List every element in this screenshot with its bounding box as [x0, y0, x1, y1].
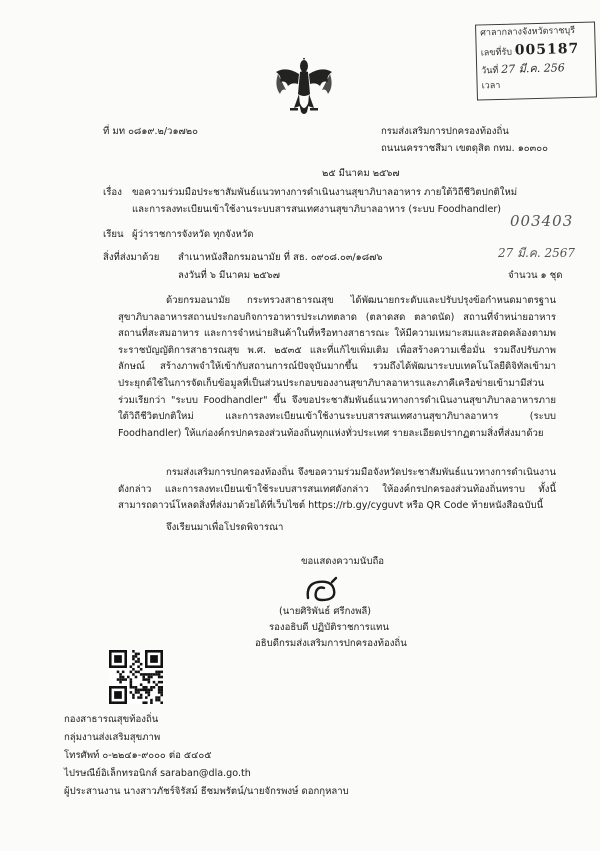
registration-date: 27 มี.ค. 2567 [498, 246, 576, 260]
signer-title-1: รองอธิบดี ปฏิบัติราชการแทน [269, 622, 389, 633]
stamp-number: 005187 [514, 40, 580, 59]
registration-number: 003403 [510, 212, 574, 230]
footer-division: กองสาธารณสุขท้องถิ่น [64, 714, 159, 725]
received-stamp [475, 21, 597, 100]
attachment-copies: จำนวน ๑ ชุด [508, 270, 563, 281]
stamp-date-label: วันที่ [481, 65, 499, 77]
footer-phone: โทรศัพท์ ๐-๒๒๔๑-๙๐๐๐ ต่อ ๕๔๐๕ [64, 750, 212, 761]
document-number: ที่ มท ๐๘๑๙.๒/ว๑๗๒๐ [103, 126, 198, 137]
recipient: ผู้ว่าราชการจังหวัด ทุกจังหวัด [132, 229, 254, 240]
attachment-line-1: สำเนาหนังสือกรมอนามัย ที่ สธ. ๐๙๐๘.๐๓/๑๘๗๖ [178, 252, 383, 263]
sender-address: ถนนนครราชสีมา เขตดุสิต กทม. ๑๐๓๐๐ [381, 143, 548, 154]
body-paragraph-1: ด้วยกรมอนามัย กระทรวงสาธารณสุข ได้พัฒนายกระดับและปรับปรุงข้อกำหนดมาตรฐานสุขาภิบาลอาหารสถานประกอบกิจการอาหารประเภทตลาด (ตลาดสด ตลาดนัด) สถานที่จำหน่ายอาหาร สถานที่สะสมอาหาร และการจำหน่ายสินค้าในที่หรือทางสาธารณะ ให้มีความเหมาะสมและสอดคล้องตามพระราชบัญญัติการสาธารณสุข พ.ศ. ๒๕๓๕ และที่แก้ไขเพิ่มเติม เพื่อสร้างความเชื่อมั่น รวมถึงปรับภาพลักษณ์ สร้างภาพจำให้เข้ากับสถานการณ์ปัจจุบันมากขึ้น รวมถึงได้พัฒนาระบบเทคโนโลยีดิจิทัลเข้ามาประยุกต์ใช้ในการจัดเก็บข้อมูลที่เป็นส่วนประกอบของงานสุขาภิบาลอาหารและภาคีเครือข่ายเข้ามามีส่วนร่วมเรียกว่า "ระบบ Foodhandler" ขึ้น จึงขอประชาสัมพันธ์แนวทางการดำเนินงานสุขาภิบาลอาหารภายใต้วิถีชีวิตปกติใหม่ และการลงทะเบียนเข้าใช้งานระบบสารสนเทศงานสุขาภิบาลอาหาร (ระบบ Foodhandler) ให้แก่องค์กรปกครองส่วนท้องถิ่นทุกแห่งทั่วประเทศ รายละเอียดปรากฏตามสิ่งที่ส่งมาด้วย [118, 295, 556, 439]
subject-line-1: ขอความร่วมมือประชาสัมพันธ์แนวทางการดำเนินงานสุขาภิบาลอาหาร ภายใต้วิถีชีวิตปกติใหม่ [132, 187, 518, 198]
signer-title-2: อธิบดีกรมส่งเสริมการปกครองท้องถิ่น [255, 638, 407, 649]
stamp-time-label: เวลา [481, 80, 501, 92]
signature [302, 576, 346, 606]
footer-coordinator: ผู้ประสานงาน นางสาวภัชร์จิรัสม์ ธีชมพรัตน์/นายจักรพงษ์ ดอกกุหลาบ [64, 786, 349, 797]
stamp-number-label: เลขที่รับ [480, 47, 513, 59]
subject-line-2: และการลงทะเบียนเข้าใช้งานระบบสารสนเทศงานสุขาภิบาลอาหาร (ระบบ Foodhandler) [132, 204, 502, 215]
signer-name: (นายศิริพันธ์ ศรีกงพลี) [279, 606, 372, 617]
body-paragraph-2: กรมส่งเสริมการปกครองท้องถิ่น จึงขอความร่วมมือจังหวัดประชาสัมพันธ์แนวทางการดำเนินงานดังกล่าว และการลงทะเบียนเข้าใช้ระบบสารสนเทศดังกล่าว ให้องค์กรปกครองส่วนท้องถิ่นทราบ ทั้งนี้ สามารถดาวน์โหลดสิ่งที่ส่งมาด้วยได้ที่เว็บไซต์ https://rb.gy/cyguvt หรือ QR Code ท้ายหนังสือฉบับนี้ [118, 467, 556, 512]
subject-label: เรื่อง [103, 187, 122, 198]
stamp-office: ศาลากลางจังหวัดราชบุรี [480, 25, 576, 39]
qr-code [109, 650, 163, 704]
body-paragraph-3: จึงเรียนมาเพื่อโปรดพิจารณา [166, 522, 284, 533]
attachment-line-2: ลงวันที่ ๖ มีนาคม ๒๕๖๗ [178, 270, 280, 281]
footer-email: ไปรษณีย์อิเล็กทรอนิกส์ saraban@dla.go.th [64, 768, 251, 779]
footer-group: กลุ่มงานส่งเสริมสุขภาพ [64, 732, 161, 743]
attachment-label: สิ่งที่ส่งมาด้วย [103, 252, 160, 263]
closing: ขอแสดงความนับถือ [301, 556, 385, 567]
stamp-date: 27 มี.ค. 256 [501, 61, 565, 76]
document-date: ๒๕ มีนาคม ๒๕๖๗ [322, 168, 400, 179]
garuda-emblem [272, 58, 336, 120]
recipient-label: เรียน [103, 229, 124, 240]
sender-department: กรมส่งเสริมการปกครองท้องถิ่น [381, 126, 509, 137]
